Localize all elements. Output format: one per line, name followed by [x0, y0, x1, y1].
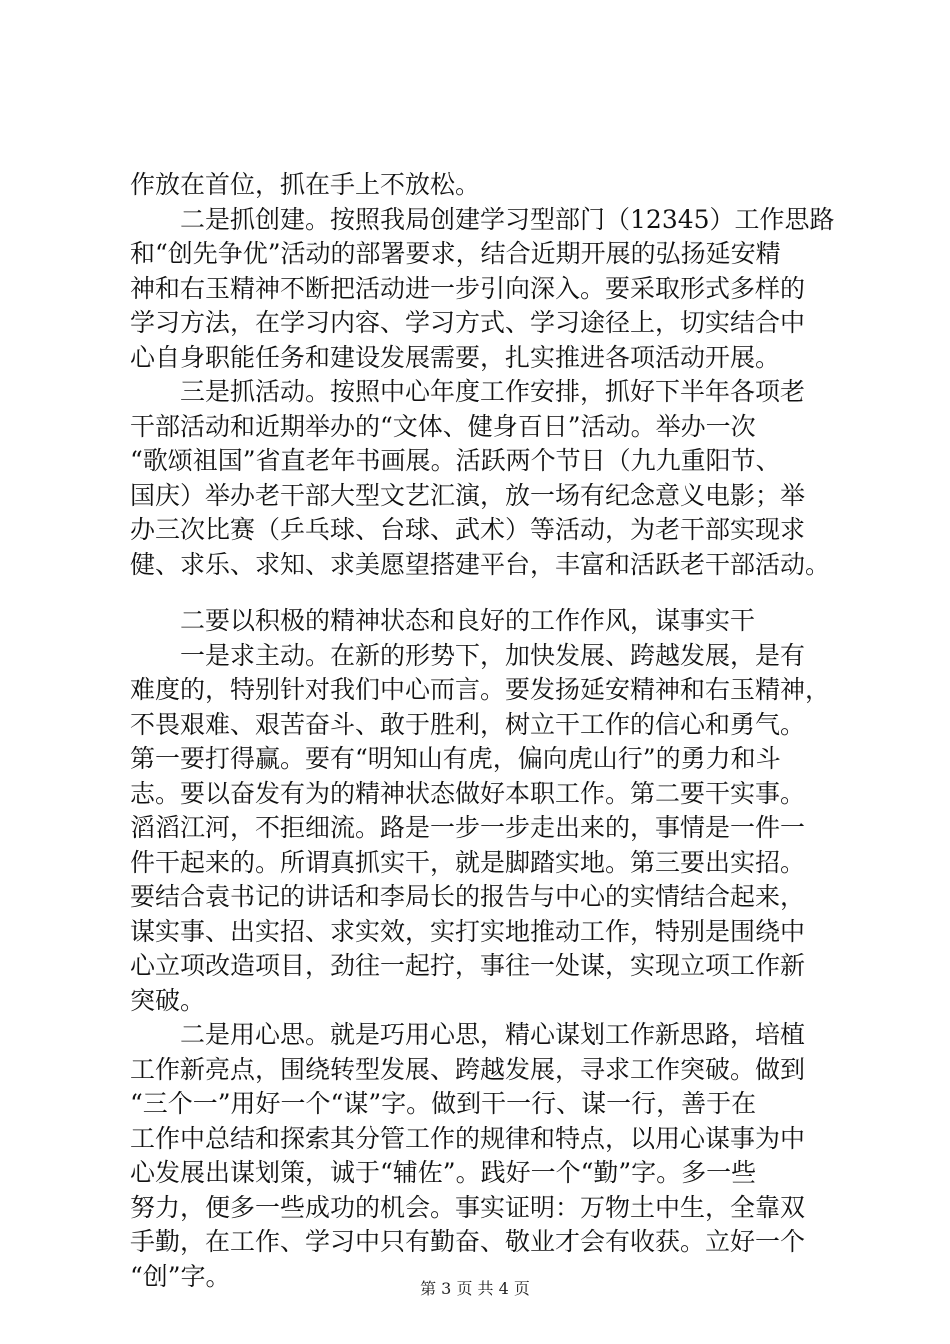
text-line: 心立项改造项目，劲往一起拧，事往一处谋，实现立项工作新	[130, 951, 806, 980]
text-line: 健、求乐、求知、求美愿望搭建平台，丰富和活跃老干部活动。	[130, 549, 831, 579]
section-heading: 二要以积极的精神状态和良好的工作作风，谋事实干	[180, 606, 756, 635]
paragraph-start-line: 二是用心思。就是巧用心思，精心谋划工作新思路，培植	[180, 1020, 806, 1049]
page-number-footer: 第 3 页 共 4 页	[420, 1279, 530, 1298]
text-line: 干部活动和近期举办的“文体、健身百日”活动。举办一次	[130, 411, 756, 441]
text-line: 志。要以奋发有为的精神状态做好本职工作。第二要干实事。	[130, 778, 806, 808]
text-line: “创”字。	[130, 1261, 231, 1291]
text-line: 工作中总结和探索其分管工作的规律和特点，以用心谋事为中	[130, 1123, 806, 1153]
text-line: 不畏艰难、艰苦奋斗、敢于胜利，树立干工作的信心和勇气。	[130, 709, 806, 739]
text-line: 工作新亮点，围绕转型发展、跨越发展，寻求工作突破。做到	[130, 1054, 806, 1084]
text-line: 滔滔江河，不拒细流。路是一步一步走出来的，事情是一件一	[130, 813, 806, 842]
text-line: 神和右玉精神不断把活动进一步引向深入。要采取形式多样的	[130, 273, 806, 303]
document-body	[130, 168, 860, 1294]
paragraph-start-line: 一是求主动。在新的形势下，加快发展、跨越发展，是有	[180, 640, 806, 670]
text-line: 和“创先争优”活动的部署要求，结合近期开展的弘扬延安精	[130, 239, 781, 268]
paragraph-start-line: 三是抓活动。按照中心年度工作安排，抓好下半年各项老	[180, 377, 806, 406]
text-line: 要结合袁书记的讲话和李局长的报告与中心的实情结合起来，	[130, 882, 806, 911]
text-line: 手勤，在工作、学习中只有勤奋、敬业才会有收获。立好一个	[130, 1227, 806, 1256]
text-line: 难度的，特别针对我们中心而言。要发扬延安精神和右玉精神，	[130, 675, 831, 704]
text-line: 件干起来的。所谓真抓实干，就是脚踏实地。第三要出实招。	[130, 847, 806, 877]
text-line: 心自身职能任务和建设发展需要，扎实推进各项活动开展。	[130, 342, 781, 372]
text-line: 心发展出谋划策，诚于“辅佐”。践好一个“勤”字。多一些	[130, 1158, 757, 1187]
text-line: 作放在首位，抓在手上不放松。	[130, 170, 481, 199]
paragraph-start-line: 二是抓创建。按照我局创建学习型部门（12345）工作思路	[180, 204, 835, 234]
text-line: 国庆）举办老干部大型文艺汇演，放一场有纪念意义电影；举	[130, 480, 806, 510]
text-line: 办三次比赛（乒乓球、台球、武术）等活动，为老干部实现求	[130, 515, 806, 544]
text-line: “三个一”用好一个“谋”字。做到干一行、谋一行，善于在	[130, 1089, 757, 1118]
text-line: 突破。	[130, 985, 206, 1015]
text-line: 谋实事、出实招、求实效，实打实地推动工作，特别是围绕中	[130, 916, 806, 946]
text-line: 努力，便多一些成功的机会。事实证明：万物土中生，全靠双	[130, 1192, 806, 1222]
text-line: 第一要打得赢。要有“明知山有虎，偏向虎山行”的勇力和斗	[130, 744, 781, 773]
text-line: 学习方法，在学习内容、学习方式、学习途径上，切实结合中	[130, 308, 806, 337]
section-gap	[130, 582, 860, 604]
text-line: “歌颂祖国”省直老年书画展。活跃两个节日（九九重阳节、	[130, 446, 781, 475]
